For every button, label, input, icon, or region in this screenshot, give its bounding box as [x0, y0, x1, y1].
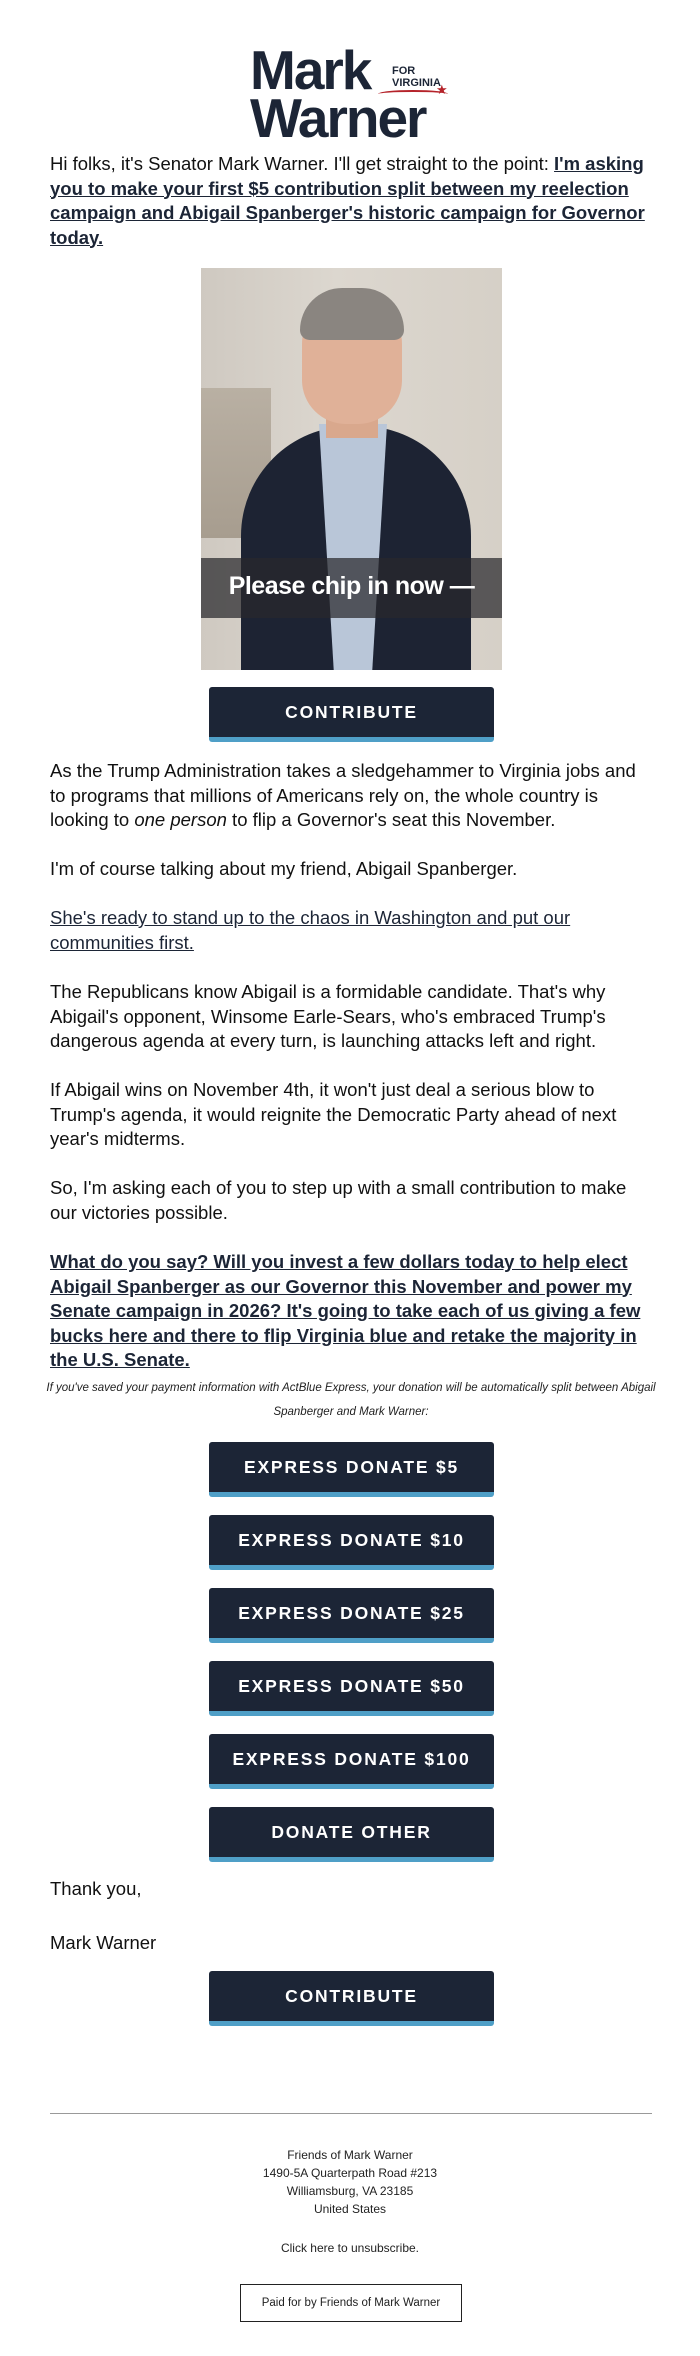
intro-paragraph: Hi folks, it's Senator Mark Warner. I'll get straight to the point: I'm asking you to make your first $5 contribution split between my reelection campaign and Abigail Spanberger's historic campaign for Governor today. [50, 153, 645, 248]
hero-caption: Please chip in now — [228, 572, 475, 600]
star-icon: ★ [436, 82, 448, 97]
body-paragraph-5: If Abigail wins on November 4th, it won't just deal a serious blow to Trump's agenda, it would reignite the Democratic Party ahead of next year's midterms. [50, 1079, 617, 1149]
intro-donate-link[interactable]: I'm asking you to make your first $5 contribution split between my reelection campaign and Abigail Spanberger's historic campaign for Governor today. [50, 153, 645, 248]
hero-video-image[interactable] [201, 268, 502, 670]
logo-word-mark: Mark [250, 39, 371, 101]
logo-tag: FOR VIRGINIA [392, 65, 441, 89]
footer-address-line1: 1490-5A Quarterpath Road #213 [262, 2166, 438, 2180]
contribute-button-bottom[interactable]: CONTRIBUTE [209, 1971, 494, 2026]
footer-country: United States [313, 2202, 387, 2216]
body-paragraph-3 [50, 906, 652, 955]
footer-divider [50, 2113, 652, 2114]
footer-org: Friends of Mark Warner [287, 2148, 413, 2162]
invest-link[interactable]: What do you say? Will you invest a few dollars today to help elect Abigail Spanberger as our Governor this November and power my Senate campaign in 2026? It's going to take each of us giving a few bucks here and there to flip Virginia blue and retake the majority in the U.S. Senate. [50, 1251, 641, 1370]
express-donate-100-button[interactable]: EXPRESS DONATE $100 [209, 1734, 494, 1789]
footer-address-line2: Williamsburg, VA 23185 [286, 2184, 414, 2198]
paid-for-disclaimer: Paid for by Friends of Mark Warner [240, 2284, 462, 2322]
body-paragraph-2: I'm of course talking about my friend, Abigail Spanberger. [50, 858, 518, 879]
body-paragraph-1: As the Trump Administration takes a sledgehammer to Virginia jobs and to programs that millions of Americans rely on, the whole country is looking to one person to flip a Governor's seat this November. [50, 760, 636, 830]
body-paragraph-7 [50, 1250, 652, 1373]
footer-address [0, 2146, 700, 2218]
donate-other-button[interactable]: DONATE OTHER [209, 1807, 494, 1862]
signoff-name: Mark Warner [50, 1932, 157, 1953]
express-donate-5-button[interactable]: EXPRESS DONATE $5 [209, 1442, 494, 1497]
contribute-button-top[interactable]: CONTRIBUTE [209, 687, 494, 742]
signoff-thanks: Thank you, [50, 1878, 142, 1899]
logo-word-warner: Warner [250, 87, 426, 149]
express-donate-50-button[interactable]: EXPRESS DONATE $50 [209, 1661, 494, 1716]
express-donate-25-button[interactable]: EXPRESS DONATE $25 [209, 1588, 494, 1643]
actblue-note: If you've saved your payment information with ActBlue Express, your donation will be automatically split between Abigail Spanberger and Mark Warner: [46, 1382, 656, 1418]
body-paragraph-6: So, I'm asking each of you to step up with a small contribution to make our victories possible. [50, 1177, 627, 1223]
campaign-logo[interactable] [250, 39, 455, 149]
body-paragraph-4: The Republicans know Abigail is a formidable candidate. That's why Abigail's opponent, Winsome Earle-Sears, who's embraced Trump's dangerous agenda at every turn, is launching attacks left and right. [50, 981, 606, 1051]
express-donate-10-button[interactable]: EXPRESS DONATE $10 [209, 1515, 494, 1570]
unsubscribe-link[interactable]: Click here to unsubscribe. [280, 2241, 420, 2255]
spanberger-link[interactable]: She's ready to stand up to the chaos in Washington and put our communities first. [50, 907, 571, 953]
